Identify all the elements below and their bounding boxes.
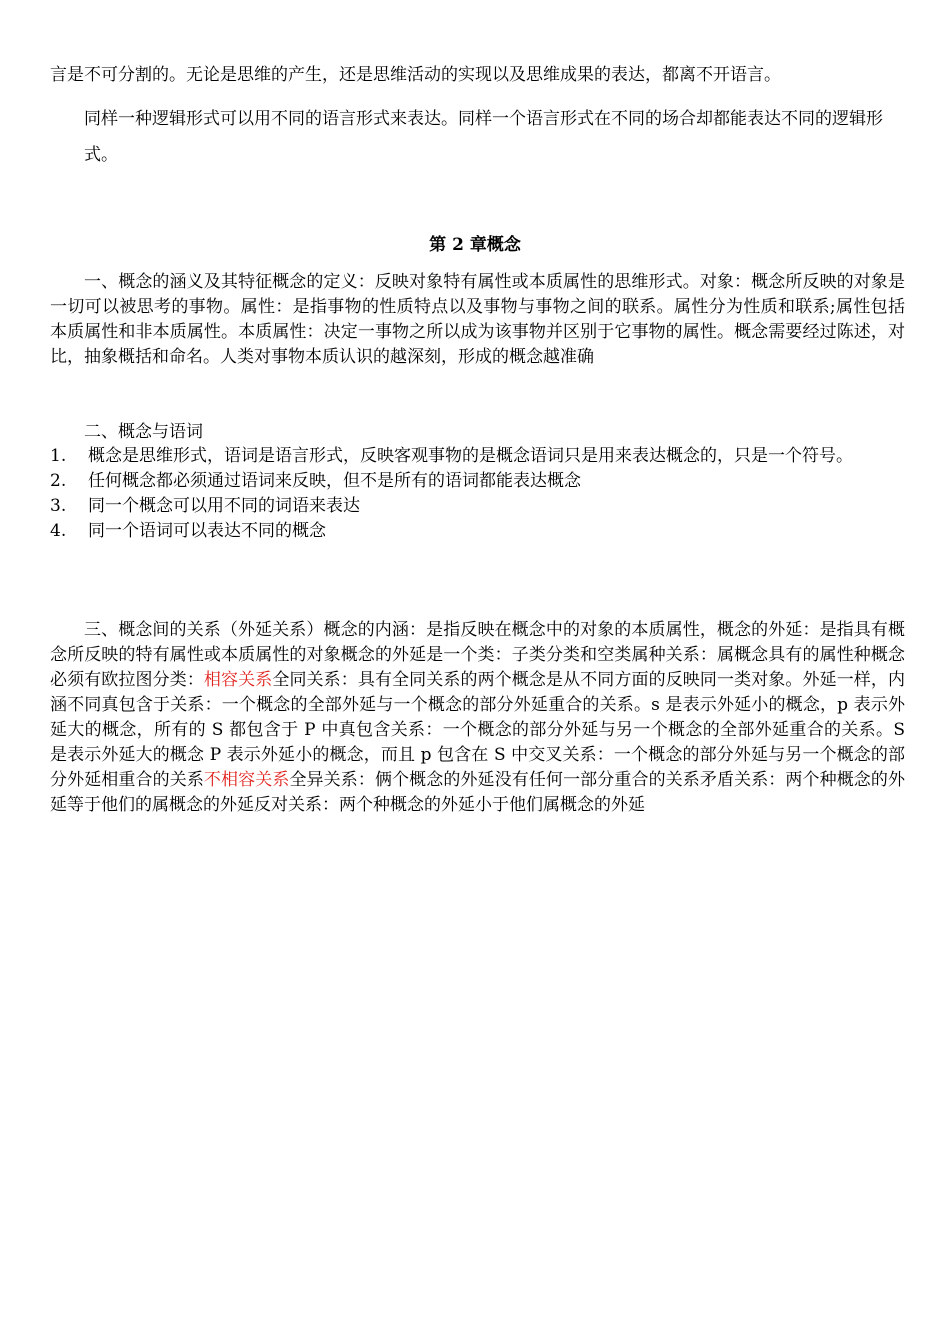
section2-list (50, 444, 905, 544)
intro-line: 言是不可分割的。无论是思维的产生，还是思维活动的实现以及思维成果的表达，都离不开语言。 (50, 65, 781, 85)
section1-paragraph: 一、概念的涵义及其特征概念的定义：反映对象特有属性或本质属性的思维形式。对象：概念所反映的对象是一切可以被思考的事物。属性：是指事物的性质特点以及事物与事物之间的联系。属性分为性质和联系;属性包括本质属性和非本质属性。本质属性：决定一事物之所以成为该事物并区别于它事物的属性。概念需要经过陈述，对比，抽象概括和命名。人类对事物本质认识的越深刻，形成的概念越准确 (50, 272, 905, 367)
list-item-text: 概念是思维形式，语词是语言形式，反映客观事物的是概念语词只是用来表达概念的，只是一个符号。 (88, 446, 853, 466)
list-item (50, 519, 905, 544)
section3-text-part1: 三、概念间的关系（外延关系）概念的内涵：是指反映在概念中的对象的本质属性，概念的外延：是指具有概念所反映的特有属性或本质属性的对象概念的外延是一个类：子类分类和空类属种关系：属概念具有的属性种概念必须有欧拉图分类： (50, 620, 905, 690)
highlight-incompatible-relation: 不相容关系 (203, 770, 290, 790)
section3-text-part2: 全同关系：具有全同关系的两个概念是从不同方面的反映同一类对象。外延一样，内涵不同真包含于关系：一个概念的全部外延与一个概念的部分外延重合的关系。s 是表示外延小的概念，p 表示外延大的概念，所有的 S 都包含于 P 中真包含关系：一个概念的部分外延与另一个概念的全部外延重合的关系。S 是表示外延大的概念 P 表示外延小的概念，而且 p 包含在 S 中交叉关系：一个概念的部分外延与另一个概念的部分外延相重合的关系 (50, 670, 906, 790)
section3-paragraph (50, 618, 905, 818)
section3-text-part3: 全异关系：俩个概念的外延没有任何一部分重合的关系矛盾关系：两个种概念的外延等于他们的属概念的外延反对关系：两个种概念的外延小于他们属概念的外延 (50, 770, 906, 815)
list-item-text: 任何概念都必须通过语词来反映，但不是所有的语词都能表达概念 (88, 471, 581, 491)
list-item-number: 1. (50, 446, 67, 466)
list-item-text: 同一个语词可以表达不同的概念 (88, 521, 326, 541)
chapter-title: 第 2 章概念 (429, 235, 521, 255)
highlight-compatible-relation: 相容关系 (203, 670, 273, 690)
intro-paragraph: 同样一种逻辑形式可以用不同的语言形式来表达。同样一个语言形式在不同的场合却都能表达不同的逻辑形式。 (84, 109, 883, 165)
section2-heading: 二、概念与语词 (84, 422, 203, 442)
list-item (50, 494, 905, 519)
list-item (50, 469, 905, 494)
list-item-number: 4. (50, 521, 67, 541)
list-item-number: 2. (50, 471, 67, 491)
list-item-text: 同一个概念可以用不同的词语来表达 (88, 496, 360, 516)
list-item (50, 444, 905, 469)
list-item-number: 3. (50, 496, 67, 516)
